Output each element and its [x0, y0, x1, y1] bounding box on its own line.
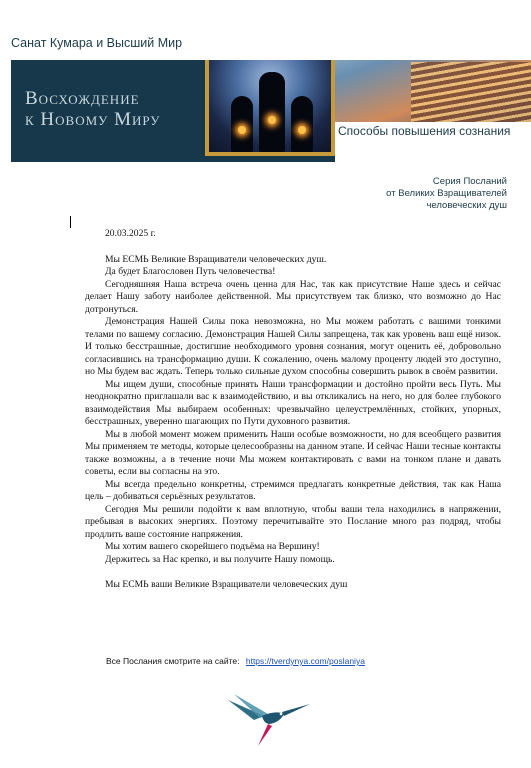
figure-silhouette — [259, 72, 285, 152]
banner-title-line1: Восхождение — [25, 88, 140, 109]
spacer — [85, 566, 501, 579]
series-line: Серия Посланий — [432, 176, 507, 187]
footer-note — [106, 656, 365, 666]
figure-silhouette — [231, 96, 253, 152]
letter-paragraph: Мы в любой момент можем применить Наши особые возможности, но для всеобщего развития Мы применяем те методы, которые целесообразны на данном этапе. И сейчас Наши тесные контакты также возможны, а в течение ночи Мы можем контактировать с вами на тонком плане и давать советы, если вы согласны на это. — [85, 428, 501, 477]
stairway-image — [411, 62, 531, 122]
banner-illustration — [205, 60, 335, 156]
series-line: человеческих душ — [426, 200, 507, 211]
letter-paragraph: Сегодняшняя Наша встреча очень ценна для Нас, так как присутствие Наше здесь и сейчас делает Нашу заботу наиболее действенной. Мы присутствуем так близко, что возможно до Нас дотронуться. — [85, 278, 501, 315]
footer-text: Все Послания смотрите на сайте: — [106, 656, 240, 666]
letter-paragraph: Сегодня Мы решили подойти к вам вплотную, чтобы ваши тела находились в напряжении, пребывая в высоких энергиях. Поэтому перечитывайте это Послание много раз подряд, чтобы продлить ваше состояние напряжения. — [85, 503, 501, 540]
banner-subtitle: Способы повышения сознания — [338, 124, 511, 138]
series-line: от Великих Взращивателей — [386, 188, 507, 199]
letter-paragraph: Мы ЕСМЬ Великие Взращиватели человеческих душ. — [105, 253, 327, 265]
hummingbird-logo-icon — [224, 690, 314, 750]
footer-link[interactable]: https://tverdynya.com/poslaniya — [245, 656, 365, 666]
text-cursor — [70, 216, 71, 228]
letter-signature: Мы ЕСМЬ ваши Великие Взращиватели человеческих душ — [105, 579, 348, 590]
figure-silhouette — [291, 96, 313, 152]
energy-glow — [298, 126, 306, 134]
letter-paragraph: Мы хотим вашего скорейшего подъёма на Вершину! — [105, 541, 320, 552]
letter-date: 20.03.2025 г. — [105, 228, 156, 239]
header-title: Санат Кумара и Высший Мир — [11, 36, 183, 50]
letter-paragraph: Демонстрация Нашей Силы пока невозможна, но Мы можем работать с вашими тонкими телами по вашему согласию. Демонстрация Нашей Силы запрещена, так как уровень ваш ещё низок. И только бесстрашные, достигшие необходимого уровня сознания, могут оценить её, добровольно согласившись на трансформацию души. К сожалению, очень малому проценту людей это доступно, но Мы будем вас ждать. Теперь только сильные духом способны совершить рывок в своём развитии. — [85, 316, 501, 377]
header-banner — [11, 60, 531, 162]
banner-landscape — [335, 60, 531, 122]
letter-paragraph: Держитесь за Нас крепко, и вы получите Нашу помощь. — [105, 553, 335, 565]
letter-paragraph: Мы всегда предельно конкретны, стремимся предлагать конкретные действия, так как Наша цель – добиваться серьёзных результатов. — [85, 478, 501, 502]
letter-body[interactable] — [85, 228, 501, 592]
energy-glow — [268, 116, 276, 124]
banner-title — [25, 88, 195, 130]
letter-paragraph: Да будет Благословен Путь человечества! — [105, 266, 276, 277]
series-caption — [347, 176, 507, 212]
banner-title-line2: к Новому Миру — [25, 109, 161, 130]
energy-glow — [238, 126, 246, 134]
letter-paragraph: Мы ищем души, способные принять Наши трансформации и достойно пройти весь Путь. Мы неоднократно приглашали вас к взаимодействию, и вы откликались на него, но для более глубокого взаимодействия Мы выбираем особенных: чрезвычайно целеустремлённых, стойких, упорных, бесстрашных, уверенно шагающих по Пути духовного развития. — [85, 378, 501, 427]
